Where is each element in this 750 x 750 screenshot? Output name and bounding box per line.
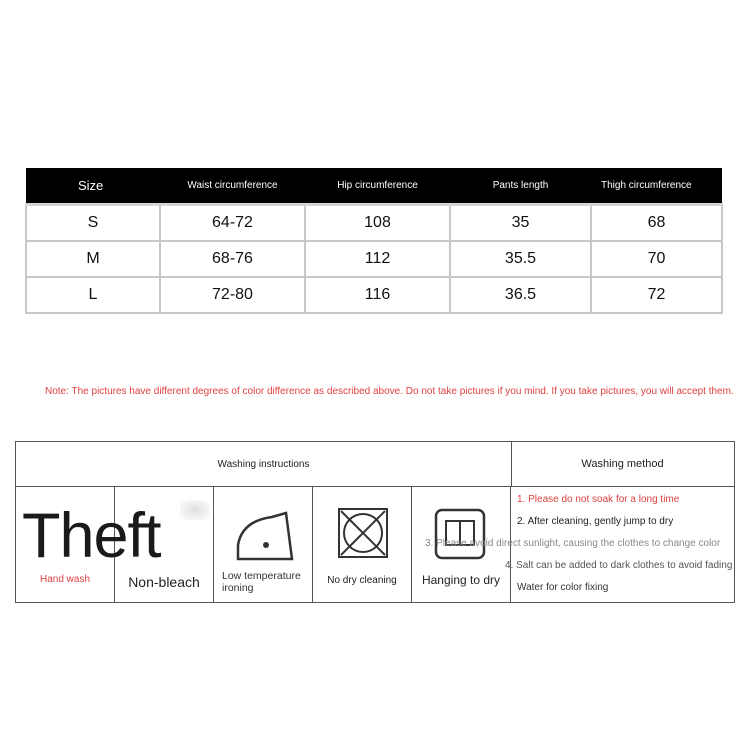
ironing-label: Low temperature ironing — [222, 570, 301, 594]
size-chart-table — [25, 168, 723, 314]
header-pants-length: Pants length — [450, 168, 591, 205]
size-chart-header-row — [26, 168, 722, 205]
iron-icon — [234, 507, 296, 563]
no-dry-clean-icon — [337, 507, 389, 559]
method-item: 1. Please do not soak for a long time — [517, 494, 680, 505]
no-dry-clean-label: No dry cleaning — [327, 575, 397, 586]
waist-cell: 68-76 — [160, 241, 305, 277]
color-difference-note — [45, 386, 745, 398]
washing-method-header: Washing method — [511, 442, 734, 487]
header-waist: Waist circumference — [160, 168, 305, 205]
waist-cell: 64-72 — [160, 205, 305, 242]
thigh-cell: 68 — [591, 205, 722, 242]
thigh-cell: 70 — [591, 241, 722, 277]
length-cell: 35 — [450, 205, 591, 242]
table-row — [26, 205, 722, 242]
size-cell: M — [26, 241, 160, 277]
washing-instructions-header: Washing instructions — [16, 442, 512, 487]
theft-watermark-text: Theft — [22, 501, 161, 571]
header-size: Size — [26, 168, 160, 205]
length-cell: 35.5 — [450, 241, 591, 277]
waist-cell: 72-80 — [160, 277, 305, 313]
hip-cell: 112 — [305, 241, 450, 277]
header-hip: Hip circumference — [305, 168, 450, 205]
size-cell: S — [26, 205, 160, 242]
non-bleach-label: Non-bleach — [128, 574, 200, 590]
length-cell: 36.5 — [450, 277, 591, 313]
hang-dry-label: Hanging to dry — [421, 573, 501, 587]
note-text: Note: The pictures have different degrees of color difference as described above. Do not take pictures if you mind. If you take pictures, you will accept them. — [45, 386, 734, 397]
blur-artifact — [180, 500, 210, 520]
table-row — [26, 277, 722, 313]
method-item-overflow: 4. Salt can be added to dark clothes to avoid fading — [505, 560, 733, 571]
method-item-overflow: 3. Please avoid direct sunlight, causing the clothes to change color — [425, 538, 721, 549]
hand-wash-label: Hand wash — [39, 574, 91, 585]
thigh-cell: 72 — [591, 277, 722, 313]
table-row — [26, 241, 722, 277]
method-item: 2. After cleaning, gently jump to dry — [517, 516, 674, 527]
care-cell-ironing — [214, 487, 313, 602]
hip-cell: 116 — [305, 277, 450, 313]
hip-cell: 108 — [305, 205, 450, 242]
header-thigh: Thigh circumference — [591, 168, 722, 205]
hang-dry-icon — [433, 507, 487, 561]
size-cell: L — [26, 277, 160, 313]
method-item: Water for color fixing — [517, 582, 609, 593]
care-cell-no-dry-clean — [313, 487, 412, 602]
